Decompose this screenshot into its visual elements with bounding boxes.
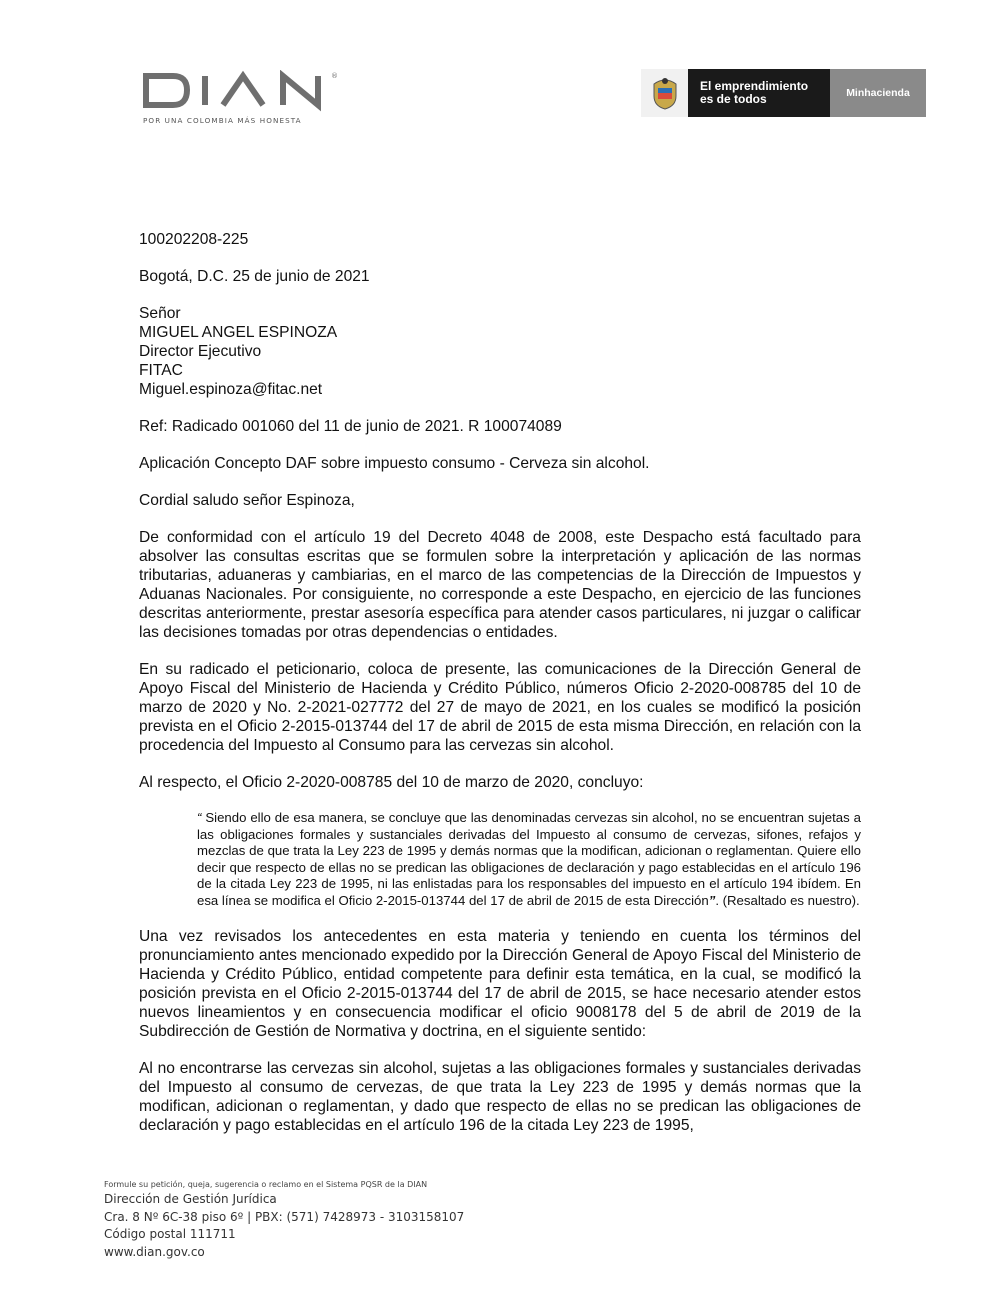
pqsr-note: Formule su petición, queja, sugerencia o reclamo en el Sistema PQSR de la DIAN [104, 1180, 428, 1189]
coat-of-arms-icon [641, 69, 688, 117]
footer-office: Dirección de Gestión Jurídica [104, 1192, 277, 1206]
dian-wordmark-icon [143, 70, 348, 112]
ref-line: Ref: Radicado 001060 del 11 de junio de 2021. R 100074089 [139, 418, 562, 435]
quote-tail: . (Resaltado es nuestro). [715, 892, 860, 908]
footer-address: Cra. 8 Nº 6C-38 piso 6º | PBX: (571) 7428973 - 3103158107 [104, 1209, 465, 1224]
block-quote [197, 810, 861, 909]
gov-slogan-line1: El emprendimiento [700, 79, 809, 93]
government-banner [641, 69, 926, 117]
reference-number: 100202208-225 [139, 231, 249, 248]
footer-website[interactable]: www.dian.gov.co [104, 1244, 205, 1259]
gov-slogan [688, 69, 830, 117]
recipient-email: Miguel.espinoza@fitac.net [139, 381, 323, 398]
gov-slogan-line2: es de todos [700, 92, 767, 106]
letter-body [139, 230, 861, 1135]
place-date: Bogotá, D.C. 25 de junio de 2021 [139, 268, 370, 285]
quote-body: Siendo ello de esa manera, se concluye que las denominadas cervezas sin alcohol, no se encuentran sujetas a las obligaciones formales y sustanciales derivadas del Impuesto al consumo de cervezas, sifones, refajos y mezclas de que trata la Ley 223 de 1995 y demás normas que la modifican, adicionan o reglamentan. Quiere ello decir que respecto de ellas no se predican las obligaciones de declaración y pago establecidas en el artículo 196 de la citada Ley 223 de 1995, ni las enlistadas para los responsables del impuesto en el artículo 194 ibídem. En esa línea se modifica el Oficio 2-2015-013744 del 17 de abril de 2015 de esta Dirección [197, 810, 861, 908]
salutation-title: Señor [139, 305, 181, 322]
footer-postal: Código postal 111711 [104, 1227, 236, 1241]
logo-tagline: POR UNA COLOMBIA MÁS HONESTA [143, 116, 302, 125]
quote-close-mark: ” [708, 892, 716, 908]
recipient-org: FITAC [139, 362, 183, 379]
ministry-label: Minhacienda [830, 69, 926, 117]
greeting: Cordial saludo señor Espinoza, [139, 492, 355, 509]
paragraph-2: En su radicado el peticionario, coloca de presente, las comunicaciones de la Dirección General de Apoyo Fiscal del Ministerio de Hacienda y Crédito Público, números Oficio 2-2020-008785 del 10 de marzo de 2020 y No. 2-2021-027772 del 27 de mayo de 2021, en los cuales se modificó la posición prevista en el Oficio 2-2015-013744 del 17 de abril de 2015 de esta misma Dirección, en relación con la procedencia del Impuesto al Consumo para las cervezas sin alcohol. [139, 661, 861, 754]
paragraph-1: De conformidad con el artículo 19 del Decreto 4048 de 2008, este Despacho está facultado para absolver las consultas escritas que se formulen sobre la interpretación y aplicación de las normas tributarias, aduaneras y cambiarias, en el marco de las competencias de la Dirección de Impuestos y Aduanas Nacionales. Por consiguiente, no corresponde a este Despacho, en ejercicio de las funciones descritas anteriormente, prestar asesoría específica para atender casos particulares, ni juzgar o calificar las decisiones tomadas por otras dependencias o entidades. [139, 529, 861, 641]
paragraph-5: Al no encontrarse las cervezas sin alcohol, sujetas a las obligaciones formales y sustanciales derivadas del Impuesto al consumo de cervezas, de que trata la Ley 223 de 1995 y demás normas que la modifican, adicionan o reglamentan, y dado que respecto de ellas no se predican las obligaciones de declaración y pago establecidas en el artículo 196 de la citada Ley 223 de 1995, [139, 1060, 861, 1134]
subject-line: Aplicación Concepto DAF sobre impuesto consumo - Cerveza sin alcohol. [139, 455, 650, 472]
recipient-position: Director Ejecutivo [139, 343, 262, 360]
svg-text:®: ® [331, 72, 338, 80]
quote-open-mark: “ [197, 810, 202, 825]
paragraph-4: Una vez revisados los antecedentes en esta materia y teniendo en cuenta los términos del pronunciamiento antes mencionado expedido por la Dirección General de Apoyo Fiscal del Ministerio de Hacienda y Crédito Público, entidad competente para definir esta temática, en la cual, se modificó la posición prevista en el Oficio 2-2015-013744 del 17 de abril de 2015, se hace necesario atender estos nuevos lineamientos y en consecuencia modificar el oficio 9008178 del 5 de abril de 2019 de la Subdirección de Gestión de Normativa y doctrina, en el siguiente sentido: [139, 928, 861, 1040]
recipient-name: MIGUEL ANGEL ESPINOZA [139, 324, 338, 341]
footer [104, 1179, 464, 1261]
paragraph-3: Al respecto, el Oficio 2-2020-008785 del 10 de marzo de 2020, concluyo: [139, 774, 644, 791]
